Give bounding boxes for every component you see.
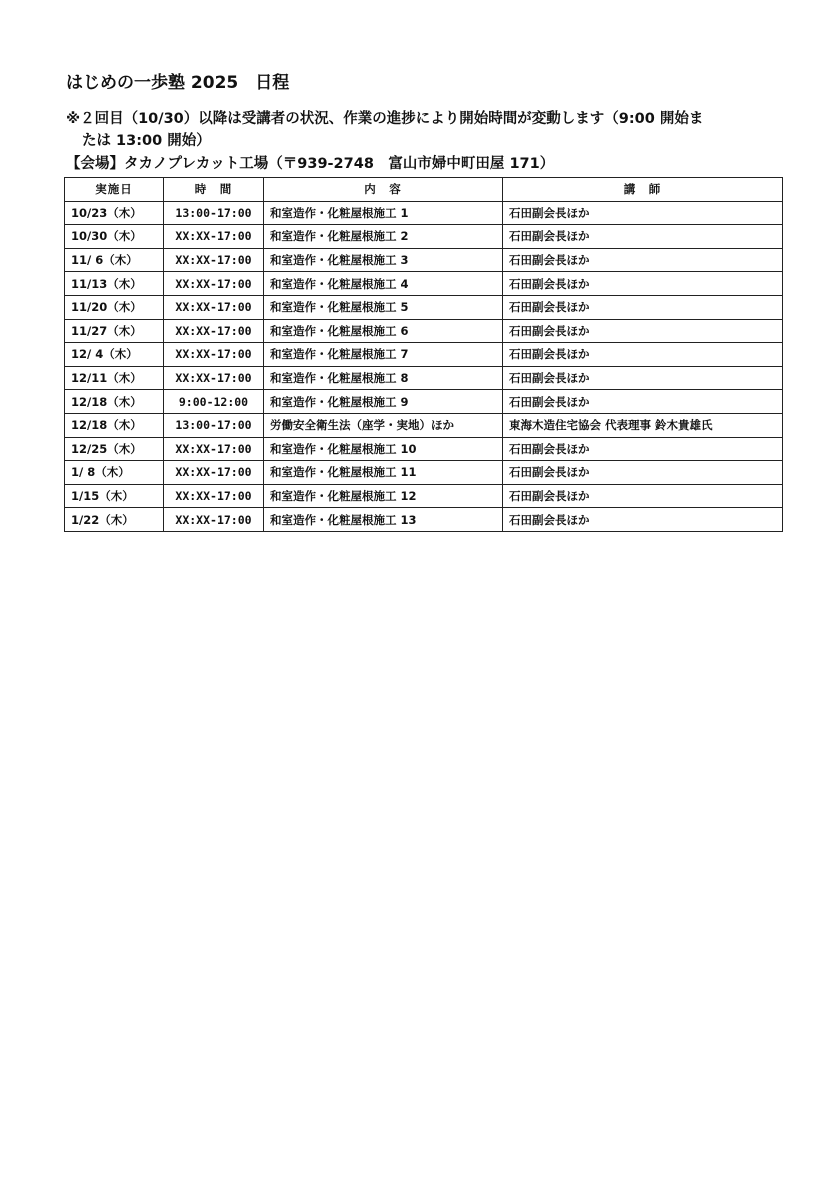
cell-time: 13:00-17:00 [164, 413, 264, 437]
cell-date: 1/15（木） [65, 484, 164, 508]
table-row [65, 461, 783, 485]
cell-lecturer: 石田副会長ほか [503, 319, 783, 343]
cell-time: XX:XX-17:00 [164, 484, 264, 508]
cell-content: 労働安全衛生法（座学・実地）ほか [264, 413, 503, 437]
table-row [65, 437, 783, 461]
schedule-table [64, 177, 783, 532]
cell-content: 和室造作・化粧屋根施工 11 [264, 461, 503, 485]
table-row [65, 319, 783, 343]
venue-info: 【会場】タカノプレカット工場（〒939-2748 富山市婦中町田屋 171） [66, 156, 555, 172]
cell-date: 12/ 4（木） [65, 343, 164, 367]
cell-date: 1/ 8（木） [65, 461, 164, 485]
cell-date: 12/25（木） [65, 437, 164, 461]
page-title: はじめの一歩塾 2025 日程 [66, 73, 290, 93]
cell-lecturer: 石田副会長ほか [503, 437, 783, 461]
header-date: 実施日 [65, 178, 164, 202]
header-time: 時 間 [164, 178, 264, 202]
table-row [65, 484, 783, 508]
table-row [65, 413, 783, 437]
cell-date: 12/11（木） [65, 366, 164, 390]
cell-time: XX:XX-17:00 [164, 295, 264, 319]
cell-content: 和室造作・化粧屋根施工 2 [264, 225, 503, 249]
schedule-rows [65, 201, 783, 531]
cell-lecturer: 石田副会長ほか [503, 295, 783, 319]
cell-content: 和室造作・化粧屋根施工 1 [264, 201, 503, 225]
cell-date: 11/27（木） [65, 319, 164, 343]
table-row [65, 295, 783, 319]
cell-date: 10/23（木） [65, 201, 164, 225]
cell-date: 11/20（木） [65, 295, 164, 319]
table-row [65, 272, 783, 296]
header-lecturer: 講 師 [503, 178, 783, 202]
cell-lecturer: 石田副会長ほか [503, 366, 783, 390]
cell-time: XX:XX-17:00 [164, 366, 264, 390]
cell-date: 1/22（木） [65, 508, 164, 532]
cell-lecturer: 石田副会長ほか [503, 461, 783, 485]
cell-content: 和室造作・化粧屋根施工 3 [264, 248, 503, 272]
header-content: 内 容 [264, 178, 503, 202]
cell-time: XX:XX-17:00 [164, 225, 264, 249]
table-row [65, 248, 783, 272]
cell-time: XX:XX-17:00 [164, 272, 264, 296]
cell-date: 12/18（木） [65, 413, 164, 437]
cell-lecturer: 東海木造住宅協会 代表理事 鈴木貴雄氏 [503, 413, 783, 437]
table-header-row [65, 178, 783, 202]
cell-time: XX:XX-17:00 [164, 343, 264, 367]
cell-time: XX:XX-17:00 [164, 461, 264, 485]
table-row [65, 366, 783, 390]
note-line-1: ※２回目（10/30）以降は受講者の状況、作業の進捗により開始時間が変動します（9:00 開始ま [66, 111, 704, 127]
cell-content: 和室造作・化粧屋根施工 9 [264, 390, 503, 414]
cell-lecturer: 石田副会長ほか [503, 248, 783, 272]
table-row [65, 390, 783, 414]
cell-content: 和室造作・化粧屋根施工 7 [264, 343, 503, 367]
cell-content: 和室造作・化粧屋根施工 12 [264, 484, 503, 508]
cell-time: XX:XX-17:00 [164, 437, 264, 461]
cell-date: 10/30（木） [65, 225, 164, 249]
cell-date: 12/18（木） [65, 390, 164, 414]
cell-content: 和室造作・化粧屋根施工 13 [264, 508, 503, 532]
cell-content: 和室造作・化粧屋根施工 4 [264, 272, 503, 296]
table-row [65, 225, 783, 249]
cell-time: 9:00-12:00 [164, 390, 264, 414]
cell-lecturer: 石田副会長ほか [503, 508, 783, 532]
cell-time: 13:00-17:00 [164, 201, 264, 225]
cell-content: 和室造作・化粧屋根施工 6 [264, 319, 503, 343]
note-line-2: たは 13:00 開始） [82, 133, 211, 149]
cell-time: XX:XX-17:00 [164, 248, 264, 272]
table-row [65, 343, 783, 367]
cell-lecturer: 石田副会長ほか [503, 225, 783, 249]
cell-lecturer: 石田副会長ほか [503, 272, 783, 296]
cell-date: 11/ 6（木） [65, 248, 164, 272]
cell-lecturer: 石田副会長ほか [503, 201, 783, 225]
cell-date: 11/13（木） [65, 272, 164, 296]
cell-lecturer: 石田副会長ほか [503, 343, 783, 367]
table-row [65, 508, 783, 532]
cell-lecturer: 石田副会長ほか [503, 390, 783, 414]
cell-time: XX:XX-17:00 [164, 508, 264, 532]
cell-time: XX:XX-17:00 [164, 319, 264, 343]
schedule-note [66, 108, 786, 152]
cell-content: 和室造作・化粧屋根施工 5 [264, 295, 503, 319]
cell-content: 和室造作・化粧屋根施工 10 [264, 437, 503, 461]
table-row [65, 201, 783, 225]
cell-content: 和室造作・化粧屋根施工 8 [264, 366, 503, 390]
cell-lecturer: 石田副会長ほか [503, 484, 783, 508]
